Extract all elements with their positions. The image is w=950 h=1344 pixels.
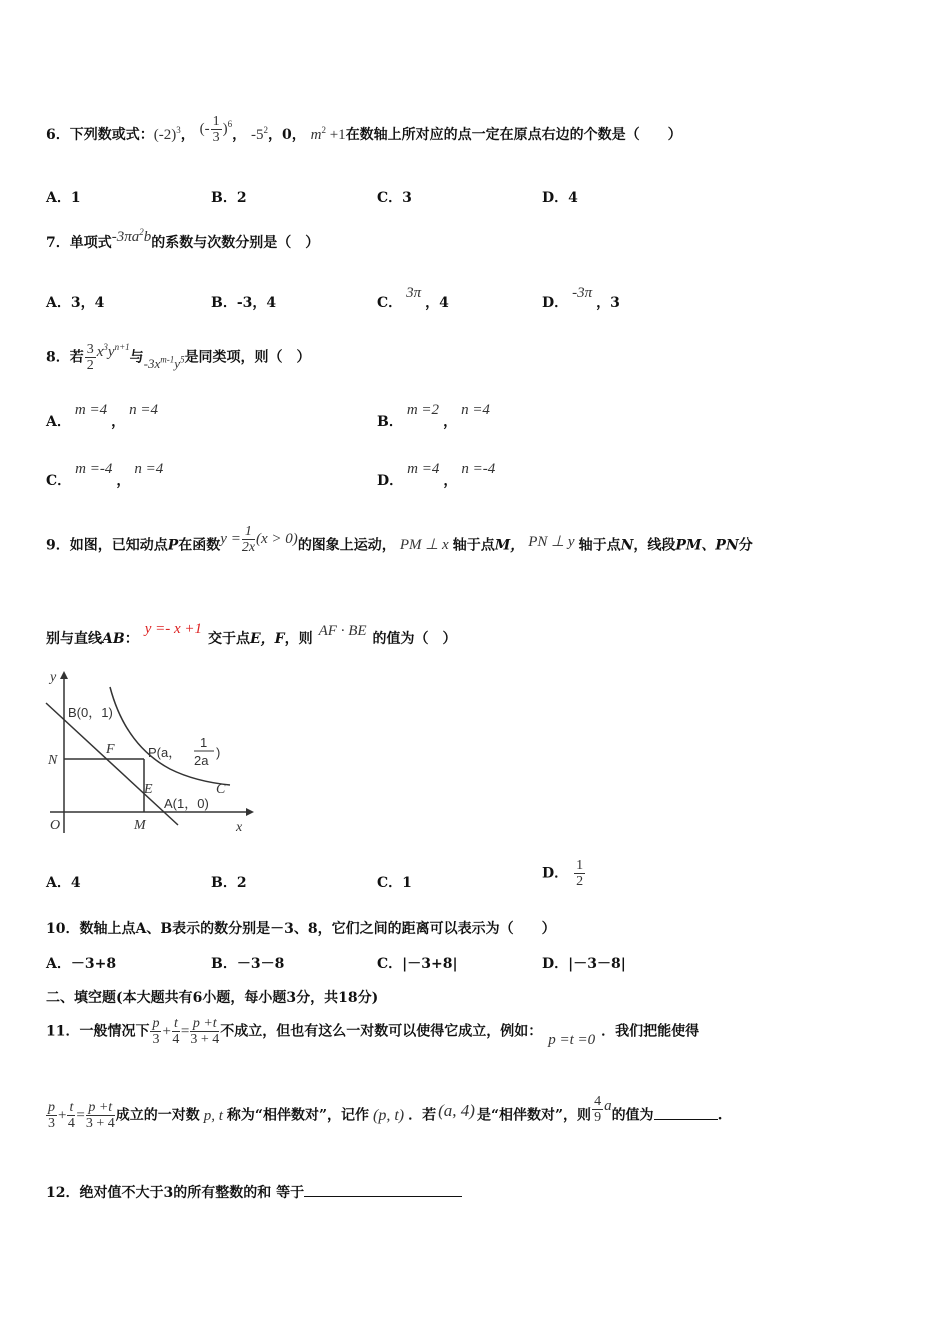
q6-option-b[interactable]: B．2 (211, 190, 247, 206)
y-axis-arrow (60, 671, 68, 679)
label-p: P(a， (148, 745, 182, 760)
q8-term2: $-3x^{m-1}y^5$ (143, 354, 185, 371)
label-p-num: 1 (200, 735, 208, 750)
q10-option-a[interactable]: A．－3+8 (46, 956, 117, 972)
q8-term1: $x^3y^{n+1}$ (96, 341, 130, 360)
question-8: 8．若 $\frac{3}{2}$ $x^3y^{n+1}$与$-3x^{m-1}y^5$是同类项，则（ ） (46, 341, 311, 373)
label-f: F (106, 742, 115, 757)
label-y: y (50, 670, 57, 685)
q10-option-b[interactable]: B．－3－8 (211, 956, 285, 972)
x-axis-arrow (246, 808, 254, 816)
question-11-line2: $\frac{p}{3}$ + $\frac{t}{4}$ = $\frac{p +t}{3 + 4}$ 成立的一对数 p, t 称为“相伴数对”，记作 (p, t) ．若 (a, 4) 是“相伴数对”，则 $\frac{4}{9}$ a的值为 . (48, 1094, 723, 1131)
question-9: 9．如图，已知动点P在函数y = $\frac{1}{2x}(x > 0)$的图象上运动， PM ⊥ x 轴于点M， PN ⊥ y 轴于点N，线段PM、PN分 (46, 524, 753, 555)
q9-option-d[interactable]: D． $\frac{1}{2}$ (542, 858, 584, 889)
hyperbola-curve (110, 687, 230, 785)
q7-option-a[interactable]: A．3，4 (46, 295, 105, 311)
q6-expr4: $m^2 +1$ (310, 124, 346, 143)
q8-option-a[interactable]: A．m =4，n =4 (46, 402, 158, 430)
q9-option-b[interactable]: B．2 (211, 875, 247, 891)
q9-graph (40, 665, 260, 840)
q7-expr: $-3\pi a^2b$ (111, 227, 152, 245)
q6-option-c[interactable]: C．3 (377, 190, 412, 206)
q11-example: p =t =0 (548, 1031, 596, 1048)
q9-line-equation: y =- x +1 (144, 621, 203, 637)
q7-option-c[interactable]: C．3π，4 (377, 285, 449, 311)
q6-expr1: $(-2)^3$ (153, 124, 181, 143)
question-12: 12．绝对值不大于3的所有整数的和 等于 (46, 1182, 462, 1202)
q11-frac1: $\frac{p}{3}$ (152, 1016, 160, 1047)
line-ab (46, 703, 178, 825)
question-7: 7．单项式$-3\pi a^2b$的系数与次数分别是（ ） (46, 227, 320, 251)
q6-option-a[interactable]: A．1 (46, 190, 81, 206)
q10-option-c[interactable]: C．|－3+8| (377, 956, 458, 972)
q6-expr3: $-5^2$ (251, 124, 268, 143)
q11-answer-blank[interactable] (654, 1119, 718, 1120)
q6-option-d[interactable]: D．4 (542, 190, 578, 206)
q8-option-b[interactable]: B．m =2，n =4 (377, 402, 490, 430)
question-9-line2: 别与直线AB：y =- x +1交于点E，F，则 AF · BE 的值为（ ） (46, 621, 457, 647)
q7-option-b[interactable]: B．-3，4 (211, 295, 277, 311)
q8-option-c[interactable]: C．m =-4，n =4 (46, 461, 164, 489)
q8-term1-coef: $\frac{3}{2}$ (86, 342, 94, 373)
label-p-den: 2a (194, 753, 209, 768)
q12-answer-blank[interactable] (304, 1196, 462, 1197)
label-origin: O (50, 818, 61, 833)
q8-option-d[interactable]: D．m =4，n =-4 (377, 461, 496, 489)
label-x: x (236, 820, 243, 835)
question-6: 6．下列数或式：$(-2)^3$， (- $\frac{1}{3}$ )$^6$， $-5^2$，0， $m^2 +1$在数轴上所对应的点一定在原点右边的个数是（ ） (46, 114, 682, 145)
label-c: C (216, 782, 226, 797)
q6-stem-a: 6．下列数或式： (46, 126, 154, 143)
label-a: A(1，0) (164, 796, 209, 811)
q9-function: y = $\frac{1}{2x}(x > 0)$ (220, 524, 298, 555)
q9-option-c[interactable]: C．1 (377, 875, 412, 891)
label-n: N (48, 753, 58, 768)
question-10: 10．数轴上点A、B表示的数分别是－3、8，它们之间的距离可以表示为（ ） (46, 921, 556, 937)
q10-option-d[interactable]: D．|－3－8| (542, 956, 626, 972)
label-p-close: ) (216, 745, 221, 760)
q6-stem-b: 在数轴上所对应的点一定在原点右边的个数是（ ） (345, 126, 682, 143)
label-b: B(0，1) (68, 705, 113, 720)
section-2-heading: 二、填空题(本大题共有6小题，每小题3分，共18分) (46, 990, 379, 1006)
q6-expr2: (- $\frac{1}{3}$ )$^6$ (199, 114, 233, 145)
q7-option-d[interactable]: D．-3π，3 (542, 285, 620, 311)
label-m: M (134, 818, 146, 833)
label-e: E (144, 782, 153, 797)
question-11: 11．一般情况下 $\frac{p}{3}$ + $\frac{t}{4}$ = $\frac{p +t}{3 + 4}$ 不成立，但也有这么一对数可以使得它成立，例如： p =t =0 ．我们把能使得 (46, 1016, 700, 1048)
q9-option-a[interactable]: A．4 (46, 875, 81, 891)
